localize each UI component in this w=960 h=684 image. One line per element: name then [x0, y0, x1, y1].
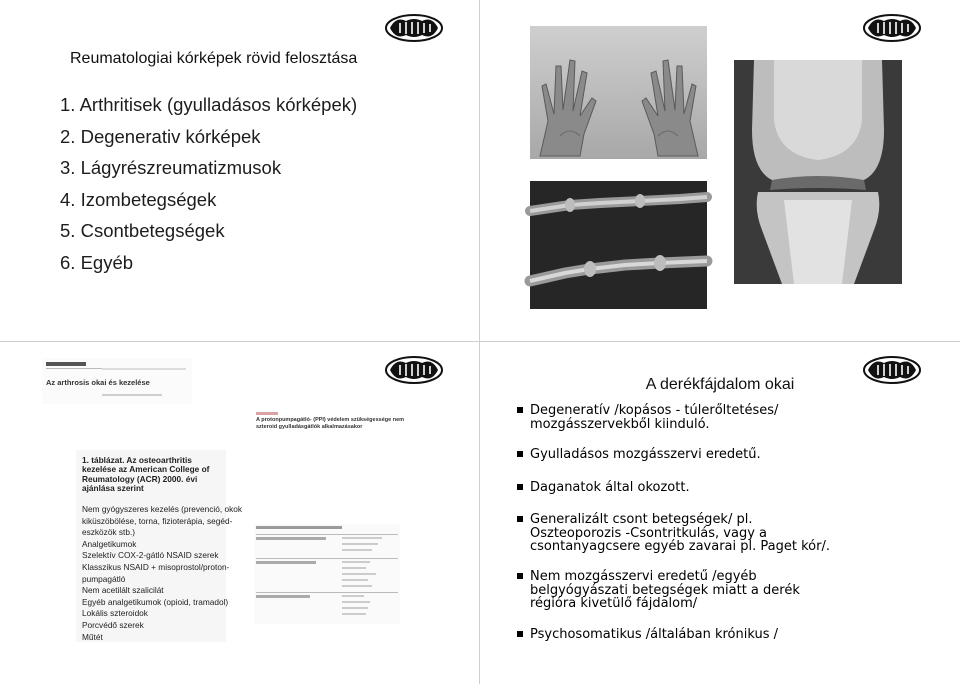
table-rule — [256, 558, 398, 559]
list-item: Gyulladásos mozgásszervi eredetű. — [530, 448, 761, 462]
hands-photo — [530, 26, 707, 159]
row-value — [342, 601, 370, 603]
article-title: Az arthrosis okai és kezelése — [46, 378, 150, 387]
row-label — [256, 537, 326, 540]
row-value — [342, 607, 368, 609]
list-item: 6. Egyéb — [60, 251, 134, 273]
table-caption: 1. táblázat. Az osteoarthritis kezelése az American College of Reumatology (ACR) 2000. évi ajánlása szerint — [82, 455, 210, 494]
list-item: Generalizált csont betegségek/ pl. Oszteoporozis -Csontritkulás, vagy a csontanyagcsere egyéb zavarai pl. Paget kór/. — [530, 513, 830, 554]
list-item: Egyéb analgetikumok (opioid, tramadol) — [82, 596, 229, 607]
list-item: Porcvédő szerek — [82, 619, 144, 630]
list-item: Psychosomatikus /általában krónikus / — [530, 628, 778, 642]
byline — [102, 394, 162, 396]
header-bar — [46, 362, 86, 366]
list-item: Nem acetilált szalicilát — [82, 585, 164, 596]
table-rule — [256, 534, 398, 535]
list-item: eszközök stb.) — [82, 527, 136, 538]
row-value — [342, 543, 378, 545]
list-item: 5. Csontbetegségek — [60, 220, 225, 241]
row-label — [256, 561, 316, 564]
row-value — [342, 595, 364, 597]
table-rule — [256, 592, 398, 593]
row-value — [342, 561, 370, 563]
bullet-icon — [517, 407, 523, 413]
row-label — [256, 595, 310, 598]
slide-2 — [480, 0, 960, 342]
finger-xray — [530, 181, 707, 309]
slide-title: Reumatologiai kórképek rövid felosztása — [70, 50, 358, 67]
logo-icon — [862, 13, 922, 43]
row-value — [342, 567, 366, 569]
table-items — [82, 504, 242, 643]
logo-icon — [384, 355, 444, 385]
list-item: 3. Lágyrészreumatizmusok — [60, 157, 282, 178]
list-item: Lokális szteroidok — [82, 608, 148, 619]
article-header-scan — [42, 358, 192, 404]
list-item: Nem mozgásszervi eredetű /egyéb belgyógyászati betegségek miatt a derék régióra kivetülő fájdalom/ — [530, 570, 800, 611]
slide-1 — [0, 0, 480, 342]
slide-title: A derékfájdalom okai — [645, 376, 795, 393]
row-value — [342, 573, 376, 575]
list-item: 1. Arthritisek (gyulladásos kórképek) — [60, 94, 358, 115]
bullet-icon — [517, 631, 523, 637]
slide-4 — [480, 342, 960, 684]
row-value — [342, 613, 366, 615]
header-rule — [102, 368, 186, 370]
row-value — [342, 537, 382, 539]
bullet-icon — [517, 451, 523, 457]
list-item: Analgetikumok — [82, 538, 137, 549]
bullet-icon — [517, 484, 523, 490]
table-caption-line — [256, 526, 342, 529]
author-line — [256, 412, 278, 415]
nsaid-table-scan — [254, 524, 400, 624]
logo-icon — [384, 13, 444, 43]
list-item: pumpagátló — [82, 573, 126, 584]
bullet-icon — [517, 573, 523, 579]
list-item: Degeneratív /kopásos - túlerőltetéses/ mozgásszervekből kiinduló. — [530, 404, 778, 431]
list-item: Műtét — [82, 631, 103, 642]
knee-xray — [734, 60, 902, 284]
row-value — [342, 585, 372, 587]
row-value — [342, 549, 372, 551]
ppi-snippet — [256, 412, 416, 442]
list-item: Daganatok által okozott. — [530, 481, 690, 495]
list-item: kiküszöbölése, torna, fizioterápia, segéd- — [82, 515, 233, 526]
list-item: Szelektív COX-2-gátló NSAID szerek — [82, 550, 219, 561]
list-item: Nem gyógyszeres kezelés (prevenció, okok — [82, 504, 243, 514]
table-1-scan — [76, 450, 243, 642]
category-list — [60, 92, 357, 281]
slide-3 — [0, 342, 480, 684]
list-item: Klasszikus NSAID + misoprostol/proton- — [82, 561, 230, 572]
bullet-icon — [517, 516, 523, 522]
ppi-title: A protonpumpagátló- (PPI) védelem szükségessége nem szteroid gyulladásgátlók alkalmazásakor — [256, 417, 405, 430]
horizontal-divider — [0, 341, 960, 342]
vertical-divider — [479, 0, 480, 684]
row-value — [342, 579, 368, 581]
list-item: 4. Izombetegségek — [60, 188, 217, 210]
list-item: 2. Degenerativ kórképek — [60, 125, 261, 147]
